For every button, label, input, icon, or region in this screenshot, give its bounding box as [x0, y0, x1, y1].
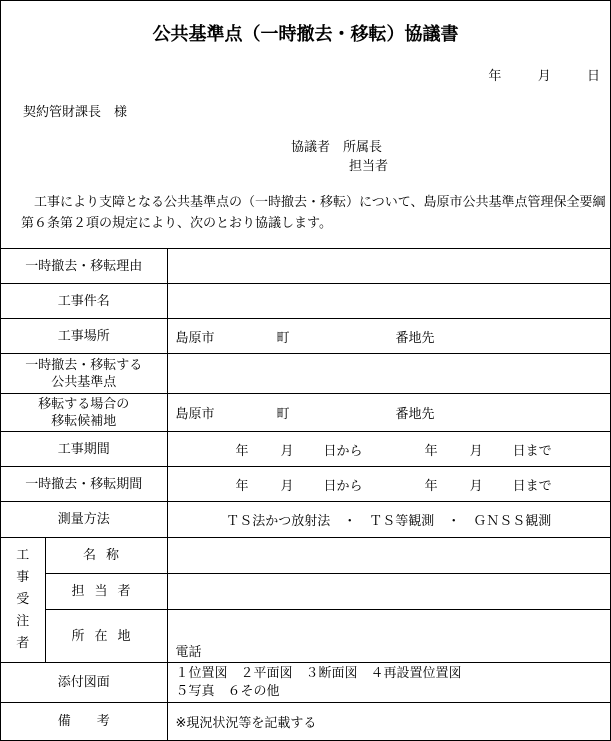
work-place-town: 町 — [276, 330, 290, 346]
removal-period-month-1: 月 — [280, 478, 294, 494]
field-removal-period[interactable] — [167, 467, 610, 502]
row-point — [1, 354, 610, 394]
row-attachments — [1, 663, 610, 703]
date-line — [488, 65, 600, 84]
row-work-period — [1, 432, 610, 467]
sender-line-2: 担当者 — [349, 159, 389, 174]
row-survey — [1, 502, 610, 538]
row-removal-period — [1, 467, 610, 502]
field-contractor-name[interactable] — [167, 538, 610, 574]
work-period-day-1: 日から — [323, 443, 363, 459]
label-candidate-line-2: 移転候補地 — [51, 413, 117, 429]
row-contractor-address — [1, 610, 610, 663]
candidate-town: 町 — [276, 407, 290, 422]
row-contractor-person — [1, 574, 610, 610]
label-remarks: 備 考 — [1, 703, 167, 740]
work-period-year-1: 年 — [235, 443, 249, 459]
sender-block — [291, 138, 388, 176]
form-title: 公共基準点（一時撤去・移転）協議書 — [152, 24, 459, 45]
field-attachments[interactable] — [167, 663, 610, 703]
row-remarks — [1, 703, 610, 740]
label-attachments: 添付図面 — [1, 663, 167, 703]
label-reason: 一時撤去・移転理由 — [1, 249, 167, 284]
label-work-period: 工事期間 — [1, 432, 167, 467]
label-work-place: 工事場所 — [1, 319, 167, 354]
agreement-table — [1, 248, 610, 740]
label-work-name: 工事件名 — [1, 284, 167, 319]
label-point — [1, 354, 167, 394]
sender-line-1: 協議者 所属長 — [291, 140, 383, 155]
contractor-char-1: 工 — [16, 548, 30, 563]
field-remarks[interactable]: ※現況状況等を記載する — [167, 703, 610, 740]
work-period-year-2: 年 — [424, 443, 438, 459]
removal-period-day-2: 日まで — [512, 478, 552, 494]
contractor-char-2: 事 — [16, 570, 30, 585]
attachments-line-1: １位置図 ２平面図 ３断面図 ４再設置位置図 — [175, 665, 462, 681]
work-period-month-2: 月 — [469, 443, 483, 459]
row-candidate — [1, 394, 610, 432]
field-candidate[interactable] — [167, 394, 610, 432]
removal-period-year-1: 年 — [235, 478, 249, 494]
field-work-place[interactable] — [167, 319, 610, 354]
body-text: 工事により支障となる公共基準点の（一時撤去・移転）について、島原市公共基準点管理保全要綱第６条第２項の規定により、次のとおり協議します。 — [21, 195, 606, 231]
date-month: 月 — [537, 69, 551, 84]
field-contractor-address[interactable] — [167, 610, 610, 663]
contractor-char-3: 受 — [16, 592, 30, 607]
removal-period-month-2: 月 — [469, 478, 483, 494]
label-candidate-line-1: 移転する場合の — [38, 396, 130, 412]
contractor-char-5: 者 — [16, 636, 30, 651]
label-point-line-2: 公共基準点 — [51, 374, 117, 390]
removal-period-year-2: 年 — [424, 478, 438, 494]
candidate-city: 島原市 — [175, 407, 215, 422]
work-place-banchi: 番地先 — [395, 330, 435, 346]
label-point-line-1: 一時撤去・移転する — [25, 357, 143, 373]
field-survey-options[interactable]: ＴＳ法かつ放射法 ・ ＴＳ等観測 ・ ＧＮＳＳ観測 — [167, 502, 610, 538]
label-candidate — [1, 394, 167, 432]
field-work-name[interactable] — [167, 284, 610, 319]
row-work-place — [1, 319, 610, 354]
label-contractor-group — [1, 538, 45, 663]
label-contractor-name: 名称 — [45, 538, 167, 574]
work-period-day-2: 日まで — [512, 443, 552, 459]
work-period-month-1: 月 — [280, 443, 294, 459]
label-contractor-person: 担当者 — [45, 574, 167, 610]
field-point[interactable] — [167, 354, 610, 394]
tel-label: 電話 — [175, 645, 202, 660]
row-contractor-name — [1, 538, 610, 574]
work-place-city: 島原市 — [175, 330, 215, 346]
date-year: 年 — [488, 69, 502, 84]
date-day: 日 — [586, 69, 600, 84]
removal-period-day-1: 日から — [323, 478, 363, 494]
label-contractor-address: 所在地 — [45, 610, 167, 663]
candidate-banchi: 番地先 — [395, 407, 435, 422]
field-reason[interactable] — [167, 249, 610, 284]
addressee: 契約管財課長 様 — [23, 105, 128, 120]
row-work-name — [1, 284, 610, 319]
attachments-line-2: ５写真 ６その他 — [175, 683, 280, 699]
field-work-period[interactable] — [167, 432, 610, 467]
row-reason — [1, 249, 610, 284]
label-removal-period: 一時撤去・移転期間 — [1, 467, 167, 502]
label-survey: 測量方法 — [1, 502, 167, 538]
contractor-char-4: 注 — [16, 614, 30, 629]
field-contractor-person[interactable] — [167, 574, 610, 610]
